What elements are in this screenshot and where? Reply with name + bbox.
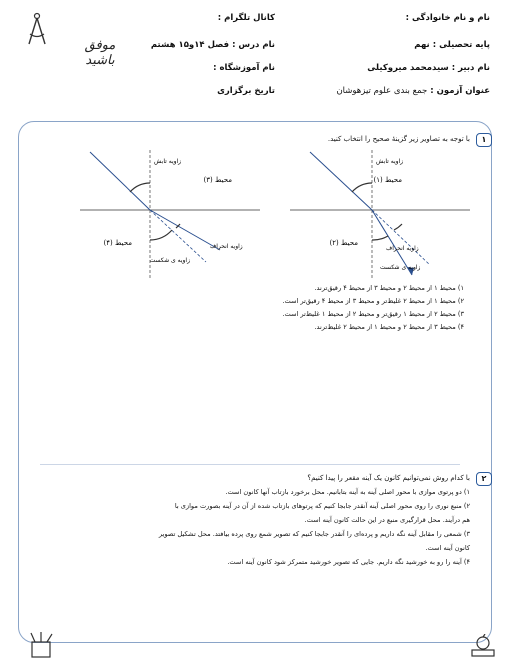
option-3-cont: کانون آینه است. bbox=[425, 544, 470, 552]
deviation-angle-label: زاویه انحراف bbox=[210, 243, 243, 250]
refraction-arc bbox=[150, 230, 172, 240]
option-2-cont: هم درآیند. محل قرارگیری منبع در این حالت کانون آینه است. bbox=[304, 516, 470, 524]
question-text: با توجه به تصاویر زیر گزینهٔ صحیح را انتخاب کنید. bbox=[327, 135, 470, 143]
option-2: ۲) محیط ۱ از محیط ۲ غلیظ‌تر و محیط ۳ از محیط ۴ رقیق‌تر است. bbox=[282, 297, 464, 305]
question-number-badge: ۲ bbox=[476, 472, 492, 486]
refraction-diagram-left bbox=[80, 150, 260, 280]
medium-3-label: محیط (۳) bbox=[203, 176, 232, 184]
option-3: ۳) محیط ۲ از محیط ۱ رقیق‌تر و محیط ۲ از محیط ۱ غلیظ‌تر است. bbox=[282, 310, 464, 318]
grade-value: نهم bbox=[414, 40, 430, 50]
pencil-cup-icon bbox=[22, 632, 62, 658]
deviation-angle-label: زاویه انحراف bbox=[386, 245, 419, 252]
medium-2-label: محیط (۲) bbox=[329, 239, 358, 247]
medium-4-label: محیط (۴) bbox=[103, 239, 132, 247]
option-3: ۳) شمعی را مقابل آینه نگه داریم و پرده‌ای را آنقدر جابجا کنیم که تصویر شمع روی پرده بیافتد. محل تشکیل تصویر bbox=[158, 530, 470, 538]
question-divider bbox=[40, 464, 460, 465]
question-text: با کدام روش نمی‌توانیم کانون یک آینه مقعر را پیدا کنیم؟ bbox=[307, 474, 470, 482]
good-luck-logo bbox=[74, 38, 126, 68]
logo-line-1: موفق bbox=[84, 38, 116, 53]
teacher-line bbox=[367, 63, 490, 73]
incidence-angle-label: زاویه تابش bbox=[154, 158, 182, 165]
lesson-value: فصل ۱۴و۱۵ هشتم bbox=[150, 40, 230, 50]
apple-books-icon bbox=[470, 634, 496, 658]
medium-1-label: محیط (۱) bbox=[373, 176, 402, 184]
deviation-arc bbox=[176, 224, 180, 228]
name-label: نام و نام خانوادگی : bbox=[405, 13, 490, 23]
incident-ray bbox=[310, 152, 372, 210]
exam-title-line bbox=[336, 86, 490, 96]
compass-icon bbox=[24, 12, 50, 46]
exam-title-label: عنوان آزمون : bbox=[430, 86, 490, 96]
extended-ray bbox=[150, 210, 206, 262]
refraction-angle-label: زاویه ی شکست bbox=[380, 264, 421, 271]
refraction-angle-label: زاویه ی شکست bbox=[149, 257, 190, 264]
lesson-label: نام درس : bbox=[232, 40, 275, 50]
incidence-arc bbox=[352, 183, 372, 192]
deviation-arc bbox=[394, 224, 402, 230]
grade-label: پایه تحصیلی : bbox=[432, 40, 490, 50]
telegram-label: کانال تلگرام : bbox=[217, 13, 275, 23]
lesson-line bbox=[151, 40, 275, 50]
option-1: ۱) محیط ۱ از محیط ۲ و محیط ۳ از محیط ۴ رقیق‌ترند. bbox=[314, 284, 464, 292]
incident-ray bbox=[90, 152, 150, 210]
incidence-arc bbox=[130, 183, 150, 192]
exam-title-value: جمع بندی علوم تیزهوشان bbox=[336, 86, 428, 96]
question-number-badge: ۱ bbox=[476, 133, 492, 147]
grade-line bbox=[414, 40, 490, 50]
school-label: نام آموزشگاه : bbox=[213, 63, 275, 73]
teacher-value: سیدمحمد میروکیلی bbox=[367, 63, 449, 73]
option-4: ۴) آینه را رو به خورشید نگه داریم. جایی که تصویر خورشید متمرکز شود کانون آینه است. bbox=[227, 558, 470, 566]
teacher-label: نام دبیر : bbox=[451, 63, 490, 73]
date-label: تاریخ برگزاری bbox=[217, 86, 275, 96]
refraction-diagram-right bbox=[290, 150, 470, 280]
option-4: ۴) محیط ۳ از محیط ۲ و محیط ۱ از محیط ۲ غلیظ‌ترند. bbox=[314, 323, 464, 331]
logo-line-2: باشید bbox=[85, 53, 115, 68]
option-2: ۲) منبع نوری را روی محور اصلی آینه آنقدر جابجا کنیم که پرتوهای بازتاب شده از آن در آینه بصورت موازی با bbox=[174, 502, 470, 510]
incidence-angle-label: زاویه تابش bbox=[376, 158, 404, 165]
refraction-arc bbox=[372, 236, 388, 240]
option-1: ۱) دو پرتوی موازی با محور اصلی آینه به آینه بتابانیم. محل برخورد بازتاب آنها کانون است. bbox=[225, 488, 470, 496]
